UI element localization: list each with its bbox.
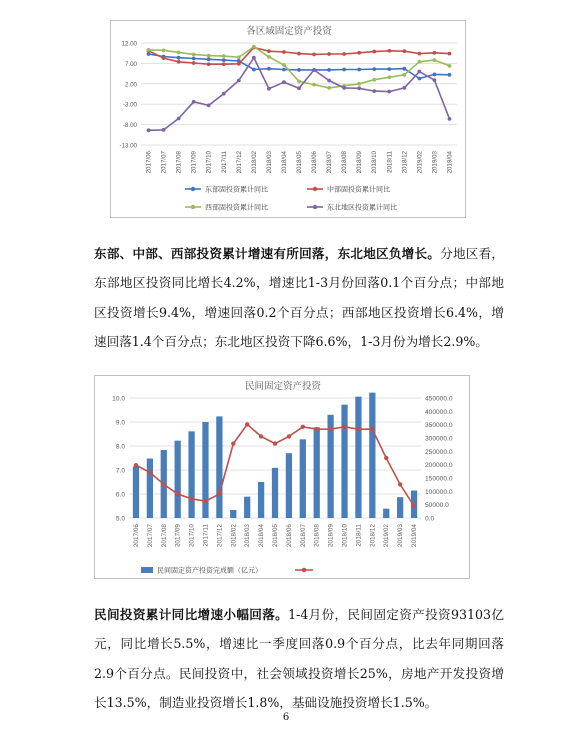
right-y-tick-label: 300000.0	[425, 435, 453, 443]
line-point	[273, 441, 277, 445]
x-tick-label: 2018/03	[265, 151, 273, 174]
data-point	[222, 62, 226, 66]
data-point	[387, 67, 391, 71]
legend-label: 东北地区投资累计同比	[327, 204, 397, 212]
legend-marker	[313, 187, 317, 191]
x-tick-label: 2018/07	[299, 524, 307, 548]
paragraph-private	[94, 600, 504, 718]
bar	[188, 431, 194, 518]
data-point	[342, 68, 346, 72]
x-tick-label: 2017/06	[145, 151, 153, 174]
x-tick-label: 2017/09	[190, 151, 198, 174]
data-point	[327, 52, 331, 56]
data-point	[448, 73, 452, 77]
data-point	[267, 87, 271, 91]
data-point	[402, 67, 406, 71]
line-point	[231, 441, 235, 445]
data-point	[357, 51, 361, 55]
data-point	[387, 90, 391, 94]
legend-label: 西部固投资累计同比	[205, 204, 268, 212]
line-point	[328, 427, 332, 431]
bar	[341, 405, 347, 518]
data-point	[387, 49, 391, 53]
x-tick-label: 2018/04	[280, 151, 288, 174]
left-y-tick-label: 9.0	[115, 419, 125, 427]
x-tick-label: 2017/10	[188, 524, 196, 548]
right-y-tick-label: 350000.0	[425, 422, 453, 430]
line-point	[412, 504, 416, 508]
bar	[175, 441, 181, 518]
x-tick-label: 2018/06	[285, 524, 293, 548]
x-tick-label: 2018/06	[311, 151, 319, 174]
bar	[133, 467, 139, 518]
data-point	[417, 77, 421, 81]
left-y-tick-label: 8.0	[115, 443, 125, 451]
line-point	[217, 492, 221, 496]
legend-marker	[313, 205, 317, 209]
line-point	[301, 425, 305, 429]
data-point	[192, 57, 196, 61]
bar	[216, 416, 222, 518]
line-point	[175, 492, 179, 496]
y-tick-label: -3.00	[122, 101, 137, 109]
data-point	[448, 117, 452, 121]
data-point	[252, 56, 256, 60]
data-point	[207, 104, 211, 108]
data-point	[357, 86, 361, 90]
x-tick-label: 2018/02	[250, 151, 258, 174]
data-point	[433, 51, 437, 55]
data-point	[327, 86, 331, 90]
left-y-tick-label: 10.0	[112, 395, 125, 403]
line-point	[148, 470, 152, 474]
data-point	[312, 53, 316, 57]
data-point	[357, 68, 361, 72]
data-point	[207, 57, 211, 61]
x-tick-label: 2018/10	[341, 524, 349, 548]
y-tick-label: 7.00	[124, 60, 137, 68]
chart-title: 民间固定资产投资	[244, 381, 322, 392]
x-tick-label: 2017/08	[175, 151, 183, 174]
x-tick-label: 2017/09	[174, 524, 182, 548]
data-point	[147, 52, 151, 56]
data-point	[177, 117, 181, 121]
data-point	[267, 49, 271, 53]
x-tick-label: 2017/10	[205, 151, 213, 174]
data-point	[207, 54, 211, 58]
private-investment-chart-svg	[95, 376, 471, 580]
data-point	[417, 70, 421, 74]
line-point	[315, 427, 319, 431]
bar	[230, 510, 236, 518]
data-point	[207, 62, 211, 66]
paragraph-private-heading: 民间投资累计同比增速小幅回落。	[94, 606, 289, 622]
legend-label: 东部固投资累计同比	[205, 186, 268, 194]
x-tick-label: 2018/05	[272, 524, 279, 548]
data-point	[282, 50, 286, 54]
data-point	[357, 82, 361, 86]
data-point	[297, 79, 301, 83]
private-investment-chart	[94, 375, 470, 579]
x-tick-label: 2018/11	[355, 524, 363, 547]
x-tick-label: 2019/03	[397, 524, 405, 548]
left-y-tick-label: 7.0	[115, 467, 125, 475]
right-y-tick-label: 400000.0	[425, 408, 453, 416]
paragraph-regional-body: 分地区看，东部地区投资同比增长4.2%，增速比1-3月份回落0.1个百分点；中部地区投资增长9.4%，增速回落0.2个百分点；西部地区投资增长6.4%，增速回落1.4个百分点；东北地区投资下降6.6%，1-3月份为增长2.9%。	[94, 245, 505, 350]
y-tick-label: -8.00	[122, 122, 137, 130]
left-y-tick-label: 6.0	[115, 491, 125, 499]
data-point	[372, 67, 376, 71]
data-point	[372, 78, 376, 82]
data-point	[252, 45, 256, 49]
data-point	[402, 86, 406, 90]
legend-marker	[191, 205, 195, 209]
data-point	[448, 64, 452, 68]
x-tick-label: 2018/09	[327, 524, 335, 548]
data-point	[162, 128, 166, 132]
data-point	[237, 55, 241, 59]
line-point	[162, 482, 166, 486]
y-tick-label: -13.00	[119, 142, 137, 150]
bar	[314, 427, 320, 518]
line-point	[259, 434, 263, 438]
data-point	[297, 86, 301, 90]
data-point	[448, 52, 452, 56]
data-point	[237, 62, 241, 66]
line-point	[134, 463, 138, 467]
left-y-tick-label: 5.0	[115, 515, 125, 523]
line-point	[356, 427, 360, 431]
data-point	[297, 68, 301, 72]
right-y-tick-label: 0.0	[425, 515, 435, 523]
regional-investment-chart-svg	[111, 21, 467, 219]
data-point	[282, 80, 286, 84]
bar	[147, 459, 153, 518]
legend-label: 民间固定资产投资完成额（亿元）	[157, 567, 262, 575]
x-tick-label: 2018/03	[244, 524, 252, 548]
line-point	[245, 422, 249, 426]
data-point	[177, 56, 181, 60]
x-tick-label: 2019/03	[431, 151, 439, 174]
x-tick-label: 2018/04	[258, 524, 266, 548]
data-point	[162, 56, 166, 60]
bar	[258, 482, 264, 518]
bar	[272, 468, 278, 518]
data-point	[162, 48, 166, 52]
x-tick-label: 2018/12	[401, 151, 409, 174]
data-point	[192, 53, 196, 57]
legend-marker	[302, 568, 307, 573]
x-tick-label: 2018/09	[356, 151, 364, 174]
right-y-tick-label: 450000.0	[425, 395, 453, 403]
bar	[369, 393, 375, 518]
x-tick-label: 2018/11	[386, 151, 394, 173]
line-point	[189, 497, 193, 501]
data-point	[222, 92, 226, 96]
data-point	[222, 54, 226, 58]
data-point	[237, 79, 241, 83]
y-tick-label: 2.00	[124, 81, 137, 89]
regional-investment-chart	[110, 20, 466, 218]
data-point	[312, 83, 316, 87]
data-point	[177, 60, 181, 64]
data-point	[402, 49, 406, 53]
data-point	[433, 73, 437, 77]
bar	[300, 439, 306, 518]
data-point	[342, 52, 346, 56]
bar	[244, 497, 250, 518]
legend-marker	[191, 187, 195, 191]
line-point	[342, 425, 346, 429]
data-point	[327, 79, 331, 83]
data-point	[402, 73, 406, 77]
legend-label: 中部固投资累计同比	[327, 186, 390, 194]
x-tick-label: 2018/08	[313, 524, 321, 548]
x-tick-label: 2019/04	[411, 524, 419, 548]
right-y-tick-label: 100000.0	[425, 488, 453, 496]
page-number: 6	[282, 712, 290, 723]
bar	[355, 397, 361, 518]
chart-title: 各区域固定资产投资	[246, 26, 332, 37]
data-point	[252, 68, 256, 72]
bar	[383, 509, 389, 518]
x-tick-label: 2017/06	[132, 524, 140, 548]
paragraph-regional	[94, 239, 504, 357]
x-tick-label: 2019/04	[446, 151, 454, 174]
data-point	[282, 68, 286, 72]
x-tick-label: 2018/05	[296, 151, 303, 174]
paragraph-private-body: 1-4月份，民间固定资产投资93103亿元，同比增长5.5%，增速比一季度回落0.9个百分点，比去年同期回落2.9个百分点。民间投资中，社会领域投资增长25%，房地产开发投资增长13.5%，制造业投资增长1.8%，基础设施投资增长1.5%。	[94, 606, 504, 711]
data-point	[372, 89, 376, 93]
x-tick-label: 2018/02	[230, 524, 238, 548]
line-point	[384, 456, 388, 460]
x-tick-label: 2019/02	[416, 151, 424, 174]
x-tick-label: 2017/07	[160, 151, 168, 174]
data-point	[342, 86, 346, 90]
legend-bar-swatch	[141, 567, 153, 573]
data-point	[147, 48, 151, 52]
data-point	[387, 75, 391, 79]
x-tick-label: 2018/07	[326, 151, 334, 174]
data-point	[192, 61, 196, 65]
x-tick-label: 2018/10	[371, 151, 379, 174]
right-y-tick-label: 200000.0	[425, 462, 453, 470]
data-point	[222, 58, 226, 62]
data-point	[192, 100, 196, 104]
x-tick-label: 2018/08	[341, 151, 349, 174]
data-point	[417, 52, 421, 56]
right-y-tick-label: 50000.0	[425, 502, 449, 510]
line-point	[398, 482, 402, 486]
bar	[202, 422, 208, 518]
data-point	[177, 50, 181, 54]
line-point	[370, 427, 374, 431]
x-tick-label: 2018/12	[369, 524, 377, 548]
x-tick-label: 2017/12	[216, 524, 224, 548]
data-point	[312, 68, 316, 72]
data-point	[282, 63, 286, 67]
data-point	[267, 67, 271, 71]
data-point	[372, 50, 376, 54]
x-tick-label: 2017/11	[220, 151, 228, 173]
data-point	[417, 60, 421, 64]
data-point	[433, 78, 437, 82]
x-tick-label: 2017/12	[235, 151, 243, 174]
x-tick-label: 2017/07	[146, 524, 154, 548]
paragraph-regional-heading: 东部、中部、西部投资累计增速有所回落，东北地区负增长。	[94, 245, 441, 261]
y-tick-label: 12.00	[121, 40, 137, 48]
x-tick-label: 2017/08	[160, 524, 168, 548]
right-y-tick-label: 250000.0	[425, 448, 453, 456]
line-point	[203, 499, 207, 503]
bar	[397, 497, 403, 518]
data-point	[267, 55, 271, 59]
x-tick-label: 2019/02	[383, 524, 391, 548]
right-y-tick-label: 150000.0	[425, 475, 453, 483]
x-tick-label: 2017/11	[202, 524, 210, 547]
bar	[286, 453, 292, 518]
data-point	[147, 128, 151, 132]
data-point	[297, 52, 301, 56]
data-point	[327, 68, 331, 72]
line-point	[287, 434, 291, 438]
data-point	[433, 58, 437, 62]
